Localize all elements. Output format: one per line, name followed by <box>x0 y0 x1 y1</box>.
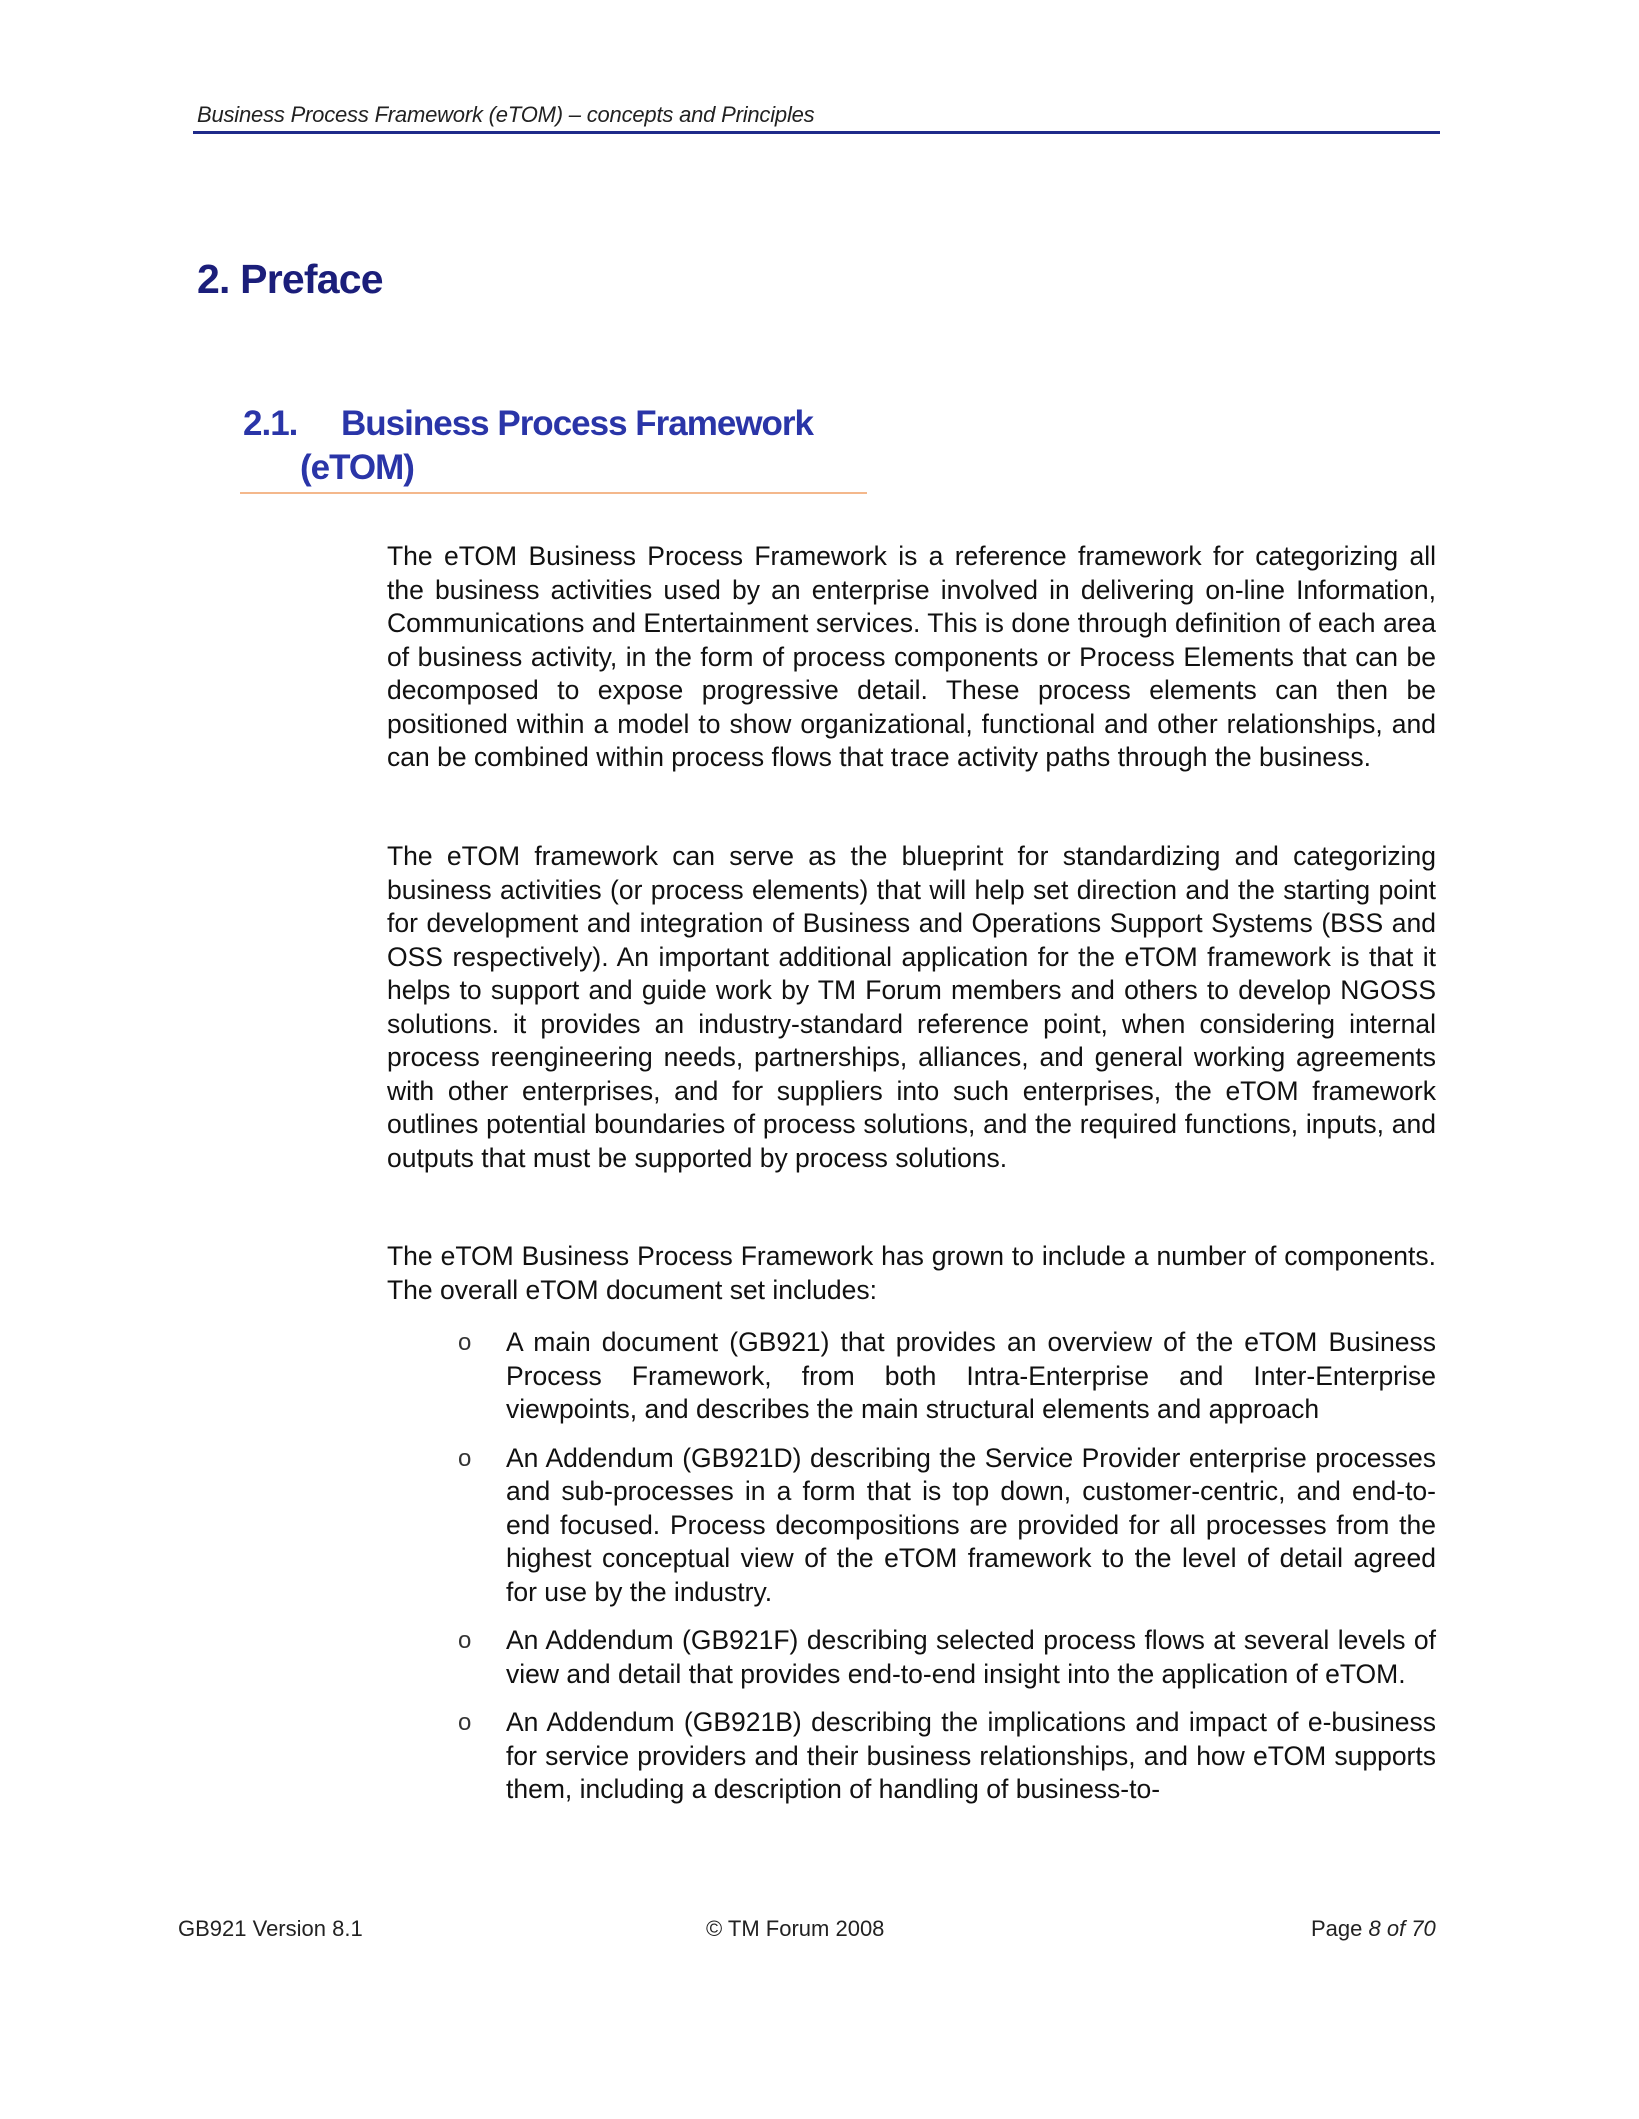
list-item <box>387 1442 1436 1610</box>
list-item-text: An Addendum (GB921D) describing the Service Provider enterprise processes and sub-processes in a form that is top down, customer-centric, and end-to-end focused. Process decompositions are provided for all processes from the highest conceptual view of the eTOM framework to the level of detail agreed for use by the industry. <box>506 1442 1436 1607</box>
section-title-line2: (eTOM) <box>300 448 414 487</box>
paragraph-etom-blueprint: The eTOM framework can serve as the blueprint for standardizing and categorizing business activities (or process elements) that will help set direction and the starting point for development and integration of Business and Operations Support Systems (BSS and OSS respectively). An important additional application for the eTOM framework is that it helps to support and guide work by TM Forum members and others to develop NGOSS solutions. it provides an industry-standard reference point, when considering internal process reengineering needs, partnerships, alliances, and general working agreements with other enterprises, and for suppliers into such enterprises, the eTOM framework outlines potential boundaries of process solutions, and the required functions, inputs, and outputs that must be supported by process solutions. <box>387 841 1436 1173</box>
footer-page-prefix: Page <box>1311 1916 1369 1941</box>
section-title-line1: Business Process Framework <box>341 404 814 443</box>
section-number: 2.1. <box>243 404 298 443</box>
bullet-marker: o <box>458 1444 472 1472</box>
document-set-list <box>387 1326 1436 1822</box>
bullet-marker: o <box>458 1627 472 1654</box>
footer-page-number: 8 of 70 <box>1368 1916 1436 1941</box>
running-header: Business Process Framework (eTOM) – concepts and Principles <box>197 102 815 127</box>
footer-page <box>1311 1916 1436 1942</box>
paragraph-document-set: The eTOM Business Process Framework has grown to include a number of components. The overall eTOM document set includes: <box>387 1241 1436 1305</box>
list-item-text: An Addendum (GB921F) describing selected process flows at several levels of view and detail that provides end-to-end insight into the application of eTOM. <box>506 1625 1436 1689</box>
list-item <box>387 1624 1436 1691</box>
list-item-text: An Addendum (GB921B) describing the implications and impact of e-business for service providers and their business relationships, and how eTOM supports them, including a description of handling of business-to- <box>506 1707 1436 1804</box>
bullet-marker: o <box>458 1329 472 1356</box>
list-item <box>387 1706 1436 1807</box>
footer-version: GB921 Version 8.1 <box>178 1916 363 1941</box>
header-rule <box>193 131 1440 134</box>
section-heading <box>243 402 863 490</box>
section-rule <box>240 492 867 494</box>
chapter-title: 2. Preface <box>197 256 383 302</box>
bullet-marker: o <box>458 1709 472 1736</box>
paragraph-etom-overview: The eTOM Business Process Framework is a reference framework for categorizing all the business activities used by an enterprise involved in delivering on-line Information, Communications and Entertainment services. This is done through definition of each area of business activity, in the form of process components or Process Elements that can be decomposed to expose progressive detail. These process elements can then be positioned within a model to show organizational, functional and other relationships, and can be combined within process flows that trace activity paths through the business. <box>387 541 1436 772</box>
list-item-text: A main document (GB921) that provides an overview of the eTOM Business Process Framework, from both Intra-Enterprise and Inter-Enterprise viewpoints, and describes the main structural elements and approach <box>506 1327 1436 1424</box>
footer-copyright: © TM Forum 2008 <box>706 1916 885 1941</box>
list-item <box>387 1326 1436 1427</box>
